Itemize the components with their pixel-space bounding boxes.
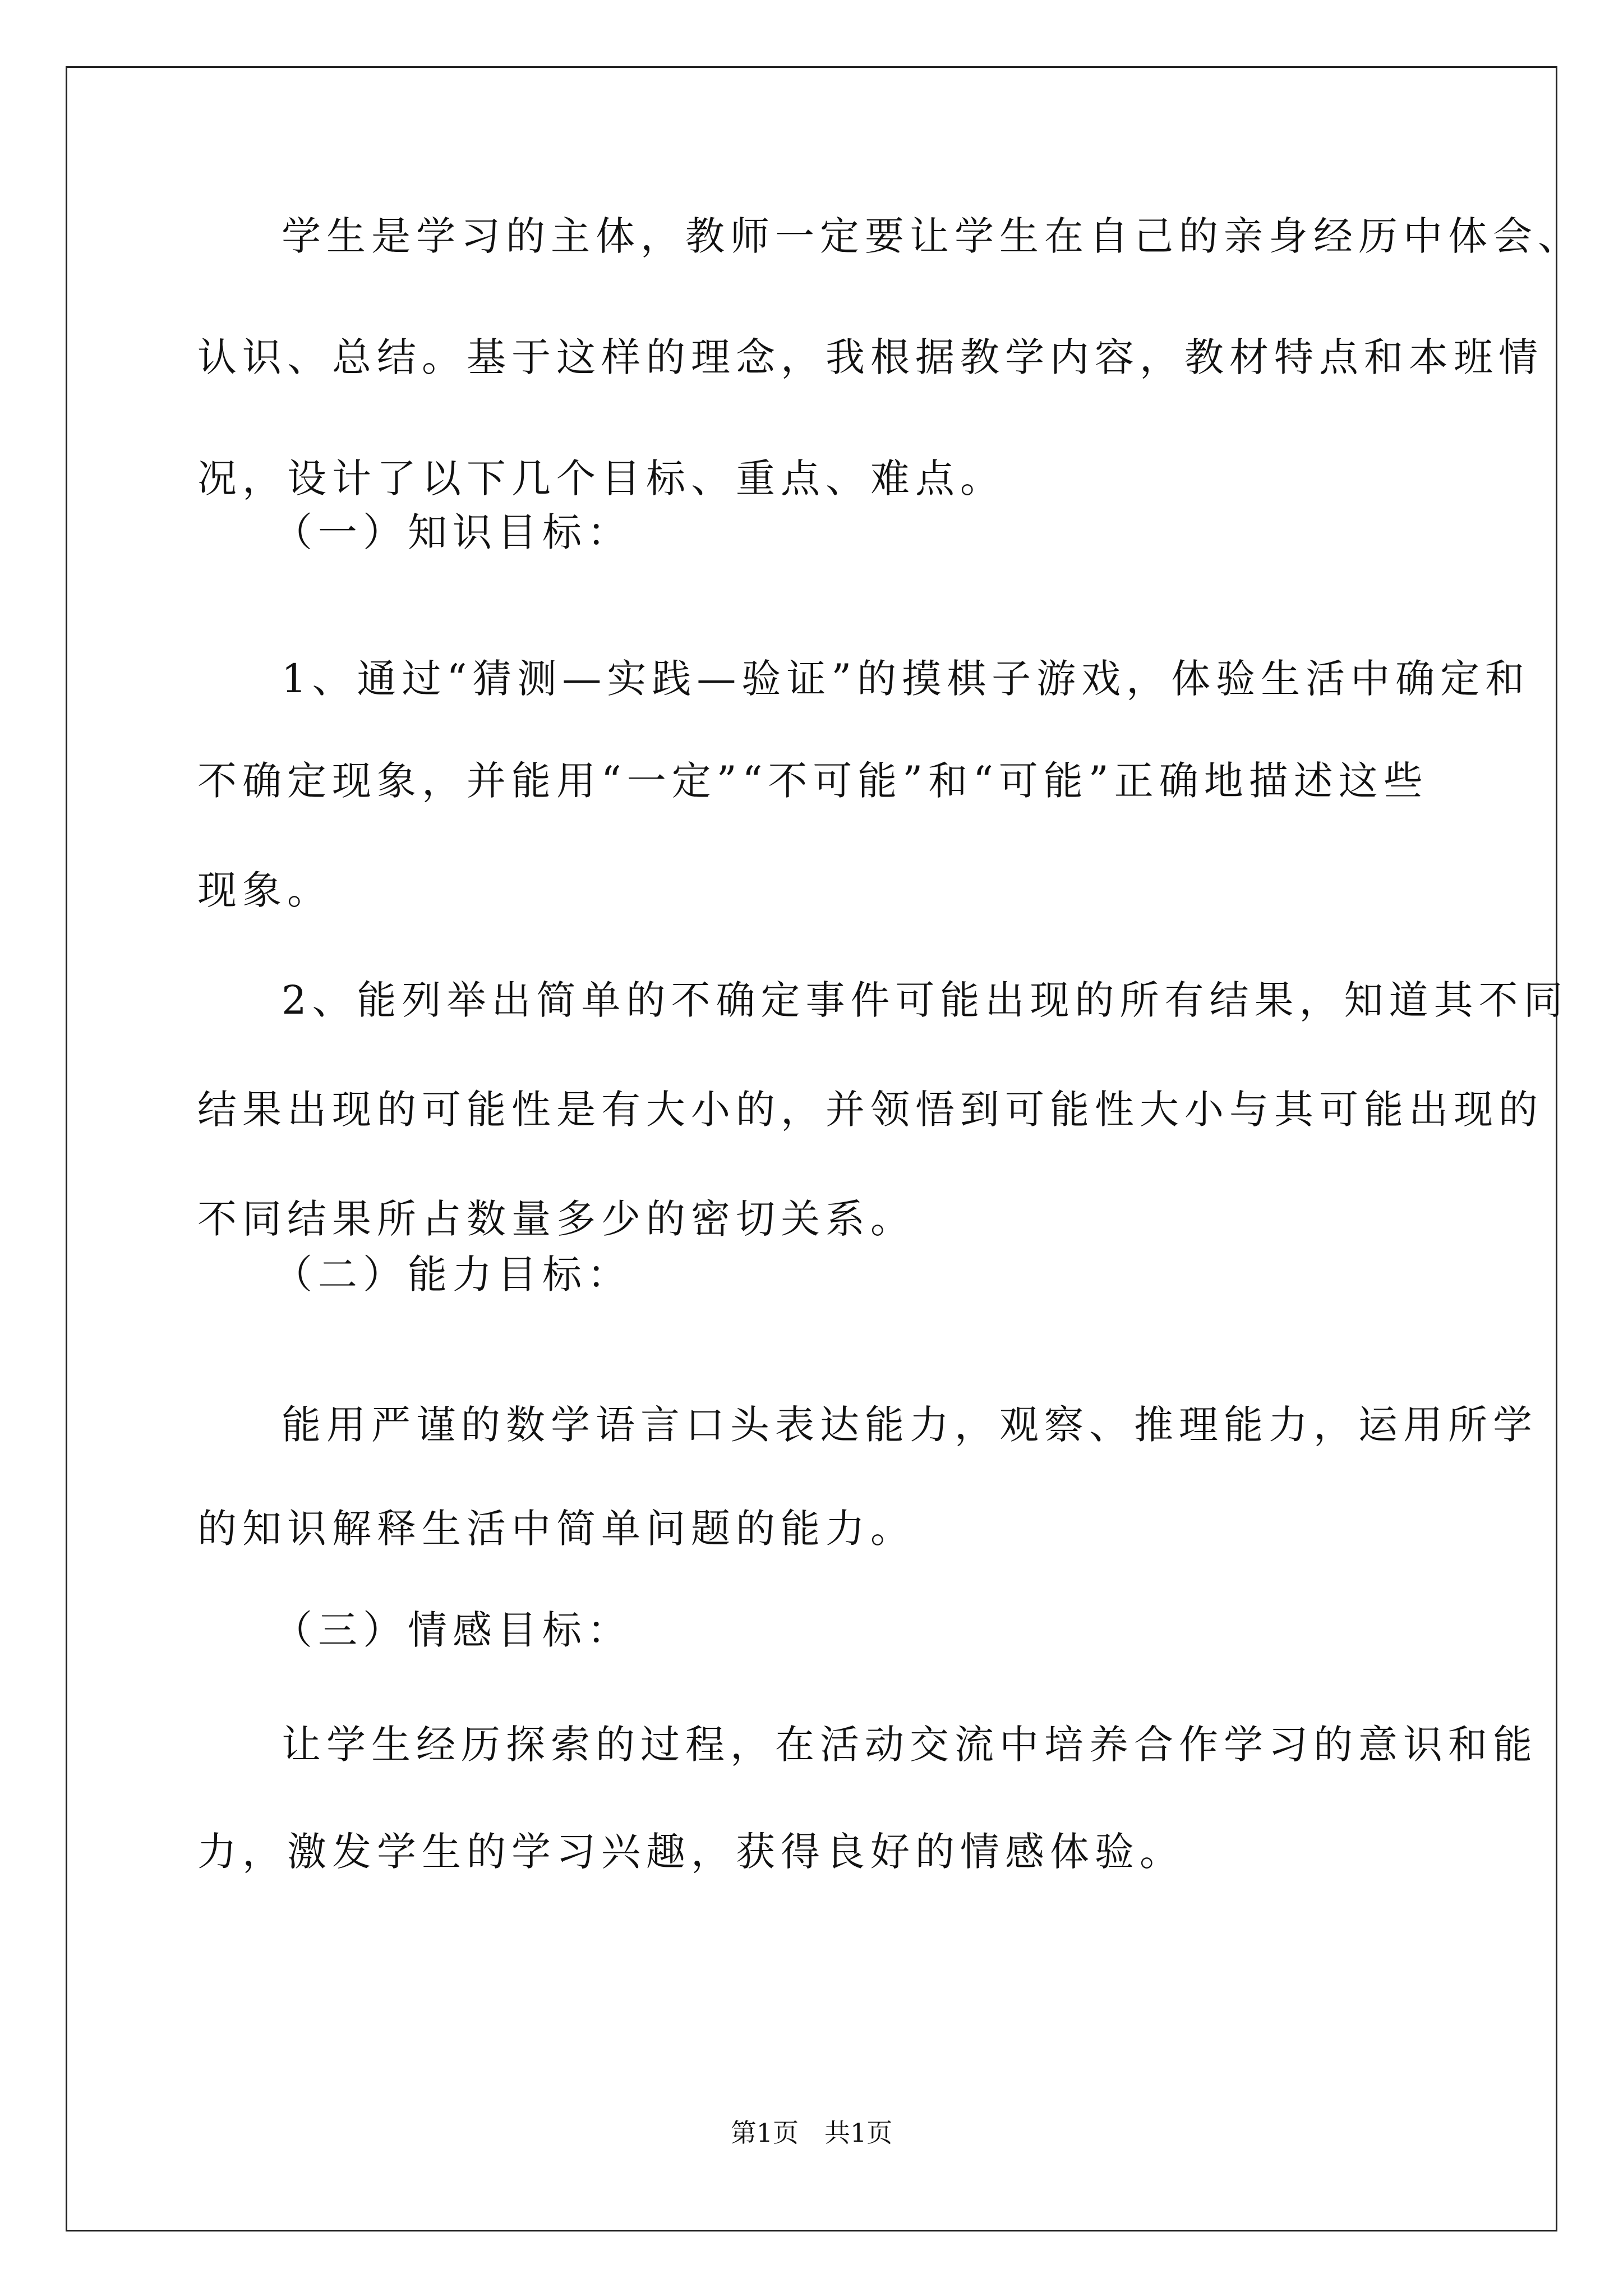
paragraph-line: 的知识解释生活中简单问题的能力。: [197, 1506, 915, 1552]
paragraph-line: 1、通过“猜测—实践—验证”的摸棋子游戏，体验生活中确定和: [282, 656, 1530, 702]
paragraph-line: 现象。: [197, 867, 332, 913]
section-heading: （二）能力目标：: [273, 1251, 632, 1297]
paragraph-line: 2、能列举出简单的不确定事件可能出现的所有结果，知道其不同: [282, 977, 1569, 1023]
page-border: [66, 66, 1557, 2231]
paragraph-line: 不同结果所占数量多少的密切关系。: [197, 1196, 915, 1242]
paragraph-line: 认识、总结。基于这样的理念，我根据教学内容，教材特点和本班情: [197, 334, 1543, 380]
paragraph-line: 让学生经历探索的过程，在活动交流中培养合作学习的意识和能: [282, 1722, 1538, 1768]
section-heading: （三）情感目标：: [273, 1607, 632, 1653]
paragraph-line: 学生是学习的主体，教师一定要让学生在自己的亲身经历中体会、: [282, 213, 1583, 259]
paragraph-line: 不确定现象，并能用“一定”“不可能”和“可能”正确地描述这些: [197, 758, 1428, 804]
section-heading: （一）知识目标：: [273, 509, 632, 555]
page-number-footer: 第1页 共1页: [730, 2118, 893, 2148]
paragraph-line: 能用严谨的数学语言口头表达能力，观察、推理能力，运用所学: [282, 1402, 1538, 1448]
paragraph-line: 况，设计了以下几个目标、重点、难点。: [197, 455, 1005, 501]
paragraph-line: 结果出现的可能性是有大小的，并领悟到可能性大小与其可能出现的: [197, 1087, 1543, 1133]
paragraph-line: 力，激发学生的学习兴趣，获得良好的情感体验。: [197, 1829, 1184, 1875]
